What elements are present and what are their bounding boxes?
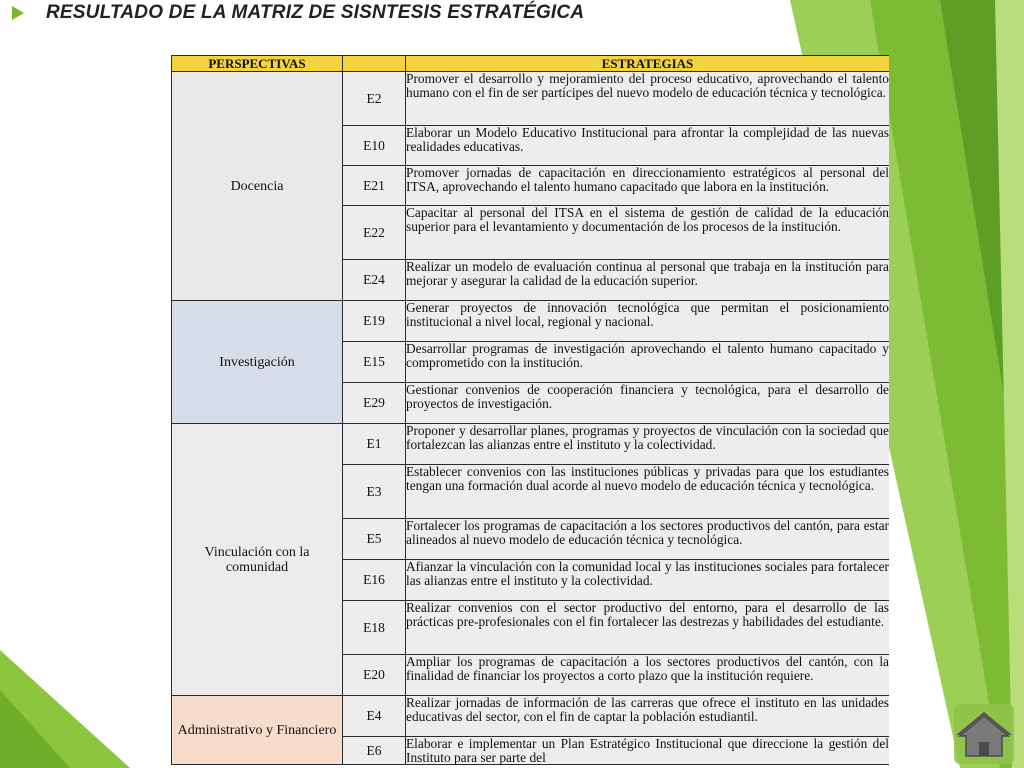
perspective-cell: Docencia <box>172 72 343 301</box>
strategy-code: E2 <box>343 72 406 126</box>
strategy-description: Establecer convenios con las instituciones públicas y privadas para que los estudiantes tengan una formación dual acorde al nuevo modelo de educación técnica y tecnológica. <box>406 465 890 519</box>
header-strategies: ESTRATEGIAS <box>406 56 890 72</box>
strategy-code: E29 <box>343 383 406 424</box>
header-spacer <box>343 56 406 72</box>
header-perspectives: PERSPECTIVAS <box>172 56 343 72</box>
table-header-row <box>172 56 890 72</box>
strategy-description: Capacitar al personal del ITSA en el sistema de gestión de calidad de la educación superior para el levantamiento y documentación de los procesos de la institución. <box>406 206 890 260</box>
strategy-code: E18 <box>343 601 406 655</box>
table-row <box>172 301 890 342</box>
strategy-description: Promover el desarrollo y mejoramiento del proceso educativo, aprovechando el talento humano con el fin de ser partícipes del nuevo modelo de educación técnica y tecnológica. <box>406 72 890 126</box>
strategy-description: Realizar convenios con el sector productivo del entorno, para el desarrollo de las prácticas pre-profesionales con el fin fortalecer las destrezas y habilidades del estudiante. <box>406 601 890 655</box>
strategy-description: Elaborar e implementar un Plan Estratégico Institucional que direccione la gestión del Instituto para ser parte del <box>406 736 889 765</box>
slide-title: RESULTADO DE LA MATRIZ DE SISNTESIS ESTRATÉGICA <box>46 2 585 23</box>
strategy-code: E4 <box>343 696 406 737</box>
perspective-cell: Administrativo y Financiero <box>172 696 343 765</box>
perspective-cell: Vinculación con la comunidad <box>172 424 343 696</box>
strategy-description: Realizar jornadas de información de las carreras que ofrece el instituto en las unidades educativas del sector, con el fin de captar la población estudiantil. <box>406 696 890 737</box>
strategy-code: E1 <box>343 424 406 465</box>
table-row <box>172 696 890 737</box>
strategy-code: E3 <box>343 465 406 519</box>
strategy-code: E21 <box>343 166 406 206</box>
strategy-code: E24 <box>343 260 406 301</box>
strategy-code: E10 <box>343 126 406 166</box>
strategy-description: Realizar un modelo de evaluación continua al personal que trabaja en la institución para mejorar y asegurar la calidad de la educación superior. <box>406 260 890 301</box>
strategy-matrix-table <box>171 55 889 765</box>
title-bar <box>0 0 800 26</box>
strategy-matrix-container <box>171 55 889 768</box>
strategy-code: E19 <box>343 301 406 342</box>
strategy-description: Desarrollar programas de investigación aprovechando el talento humano capacitado y comprometido con la institución. <box>406 342 890 383</box>
strategy-code: E22 <box>343 206 406 260</box>
strategy-description: Fortalecer los programas de capacitación a los sectores productivos del cantón, para estar alineados al nuevo modelo de educación técnica y tecnológica. <box>406 519 890 560</box>
strategy-code: E16 <box>343 560 406 601</box>
table-row <box>172 72 890 126</box>
strategy-description: Promover jornadas de capacitación en direccionamiento estratégicos al personal del ITSA, aprovechando el talento humano capacitado que labora en la institución. <box>406 166 890 206</box>
table-row <box>172 424 890 465</box>
strategy-code: E5 <box>343 519 406 560</box>
triangle-bullet-icon <box>12 6 24 20</box>
strategy-description: Gestionar convenios de cooperación financiera y tecnológica, para el desarrollo de proyectos de investigación. <box>406 383 890 424</box>
strategy-description: Elaborar un Modelo Educativo Institucional para afrontar la complejidad de las nuevas realidades educativas. <box>406 126 890 166</box>
strategy-description: Proponer y desarrollar planes, programas y proyectos de vinculación con la sociedad que fortalezcan las alianzas entre el instituto y la colectividad. <box>406 424 890 465</box>
strategy-code: E20 <box>343 655 406 696</box>
home-icon[interactable] <box>952 702 1016 766</box>
strategy-code: E6 <box>343 737 406 765</box>
strategy-description: Ampliar los programas de capacitación a los sectores productivos del cantón, con la finalidad de financiar los proyectos a corto plazo que la institución requiere. <box>406 655 890 696</box>
perspective-cell: Investigación <box>172 301 343 424</box>
strategy-description: Generar proyectos de innovación tecnológica que permitan el posicionamiento institucional a nivel local, regional y nacional. <box>406 301 890 342</box>
table-body <box>172 72 890 765</box>
strategy-description: Afianzar la vinculación con la comunidad local y las instituciones sociales para fortalecer las alianzas entre el instituto y la colectividad. <box>406 560 890 601</box>
strategy-code: E15 <box>343 342 406 383</box>
